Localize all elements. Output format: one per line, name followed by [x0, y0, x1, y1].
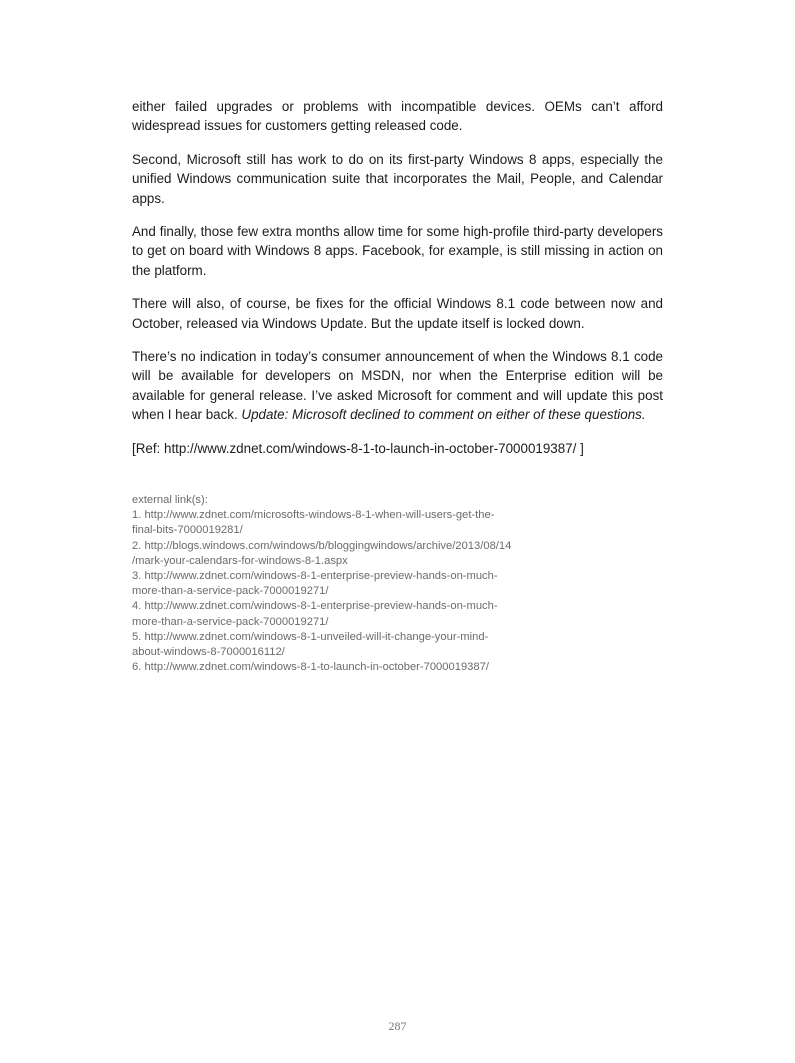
update-note: Update: Microsoft declined to comment on either of these questions.	[241, 407, 646, 423]
paragraph-text: either failed upgrades or problems with incompatible devices. OEMs can’t afford widespread issues for customers getting released code.	[132, 99, 663, 134]
external-link-line[interactable]: /mark-your-calendars-for-windows-8-1.aspx	[132, 554, 348, 567]
external-link-line[interactable]: 4. http://www.zdnet.com/windows-8-1-enterprise-preview-hands-on-much-	[132, 600, 498, 613]
body-text	[132, 97, 663, 458]
paragraph-text: And finally, those few extra months allow time for some high-profile third-party developers to get on board with Windows 8 apps. Facebook, for example, is still missing in action on the platform.	[132, 224, 663, 278]
reference-link[interactable]: [Ref: http://www.zdnet.com/windows-8-1-to-launch-in-october-7000019387/ ]	[132, 440, 584, 456]
external-link-line[interactable]: about-windows-8-7000016112/	[132, 646, 285, 659]
external-links-heading: external link(s):	[132, 494, 208, 506]
paragraph-text: There’s no indication in today’s consumer announcement of when the Windows 8.1 code will be available for developers on MSDN, nor when the Enterprise edition will be available for general release. I’ve asked Microsoft for comment and will update this post when I hear back.	[132, 349, 663, 423]
external-link-line[interactable]: final-bits-7000019281/	[132, 524, 243, 537]
paragraph-first-party-apps	[132, 150, 663, 208]
external-link-line[interactable]: 1. http://www.zdnet.com/microsofts-windows-8-1-when-will-users-get-the-	[132, 509, 495, 522]
external-link-line[interactable]: 5. http://www.zdnet.com/windows-8-1-unveiled-will-it-change-your-mind-	[132, 630, 489, 643]
external-link-line[interactable]: 2. http://blogs.windows.com/windows/b/bloggingwindows/archive/2013/08/14	[132, 539, 512, 552]
paragraph-text: There will also, of course, be fixes for the official Windows 8.1 code between now and October, released via Windows Update. But the update itself is locked down.	[132, 296, 663, 331]
page-number: 287	[388, 1019, 407, 1033]
paragraph-oem-issues	[132, 97, 663, 136]
external-link-line[interactable]: 3. http://www.zdnet.com/windows-8-1-enterprise-preview-hands-on-much-	[132, 570, 498, 583]
external-links-section	[132, 493, 652, 675]
paragraph-third-party-developers	[132, 222, 663, 280]
external-link-line[interactable]: more-than-a-service-pack-7000019271/	[132, 615, 329, 628]
external-link-line[interactable]: 6. http://www.zdnet.com/windows-8-1-to-launch-in-october-7000019387/	[132, 661, 489, 674]
paragraph-text: Second, Microsoft still has work to do on its first-party Windows 8 apps, especially the unified Windows communication suite that incorporates the Mail, People, and Calendar apps.	[132, 151, 663, 206]
paragraph-msdn-availability	[132, 347, 663, 425]
paragraph-windows-update-fixes	[132, 294, 663, 333]
external-link-line[interactable]: more-than-a-service-pack-7000019271/	[132, 585, 329, 598]
